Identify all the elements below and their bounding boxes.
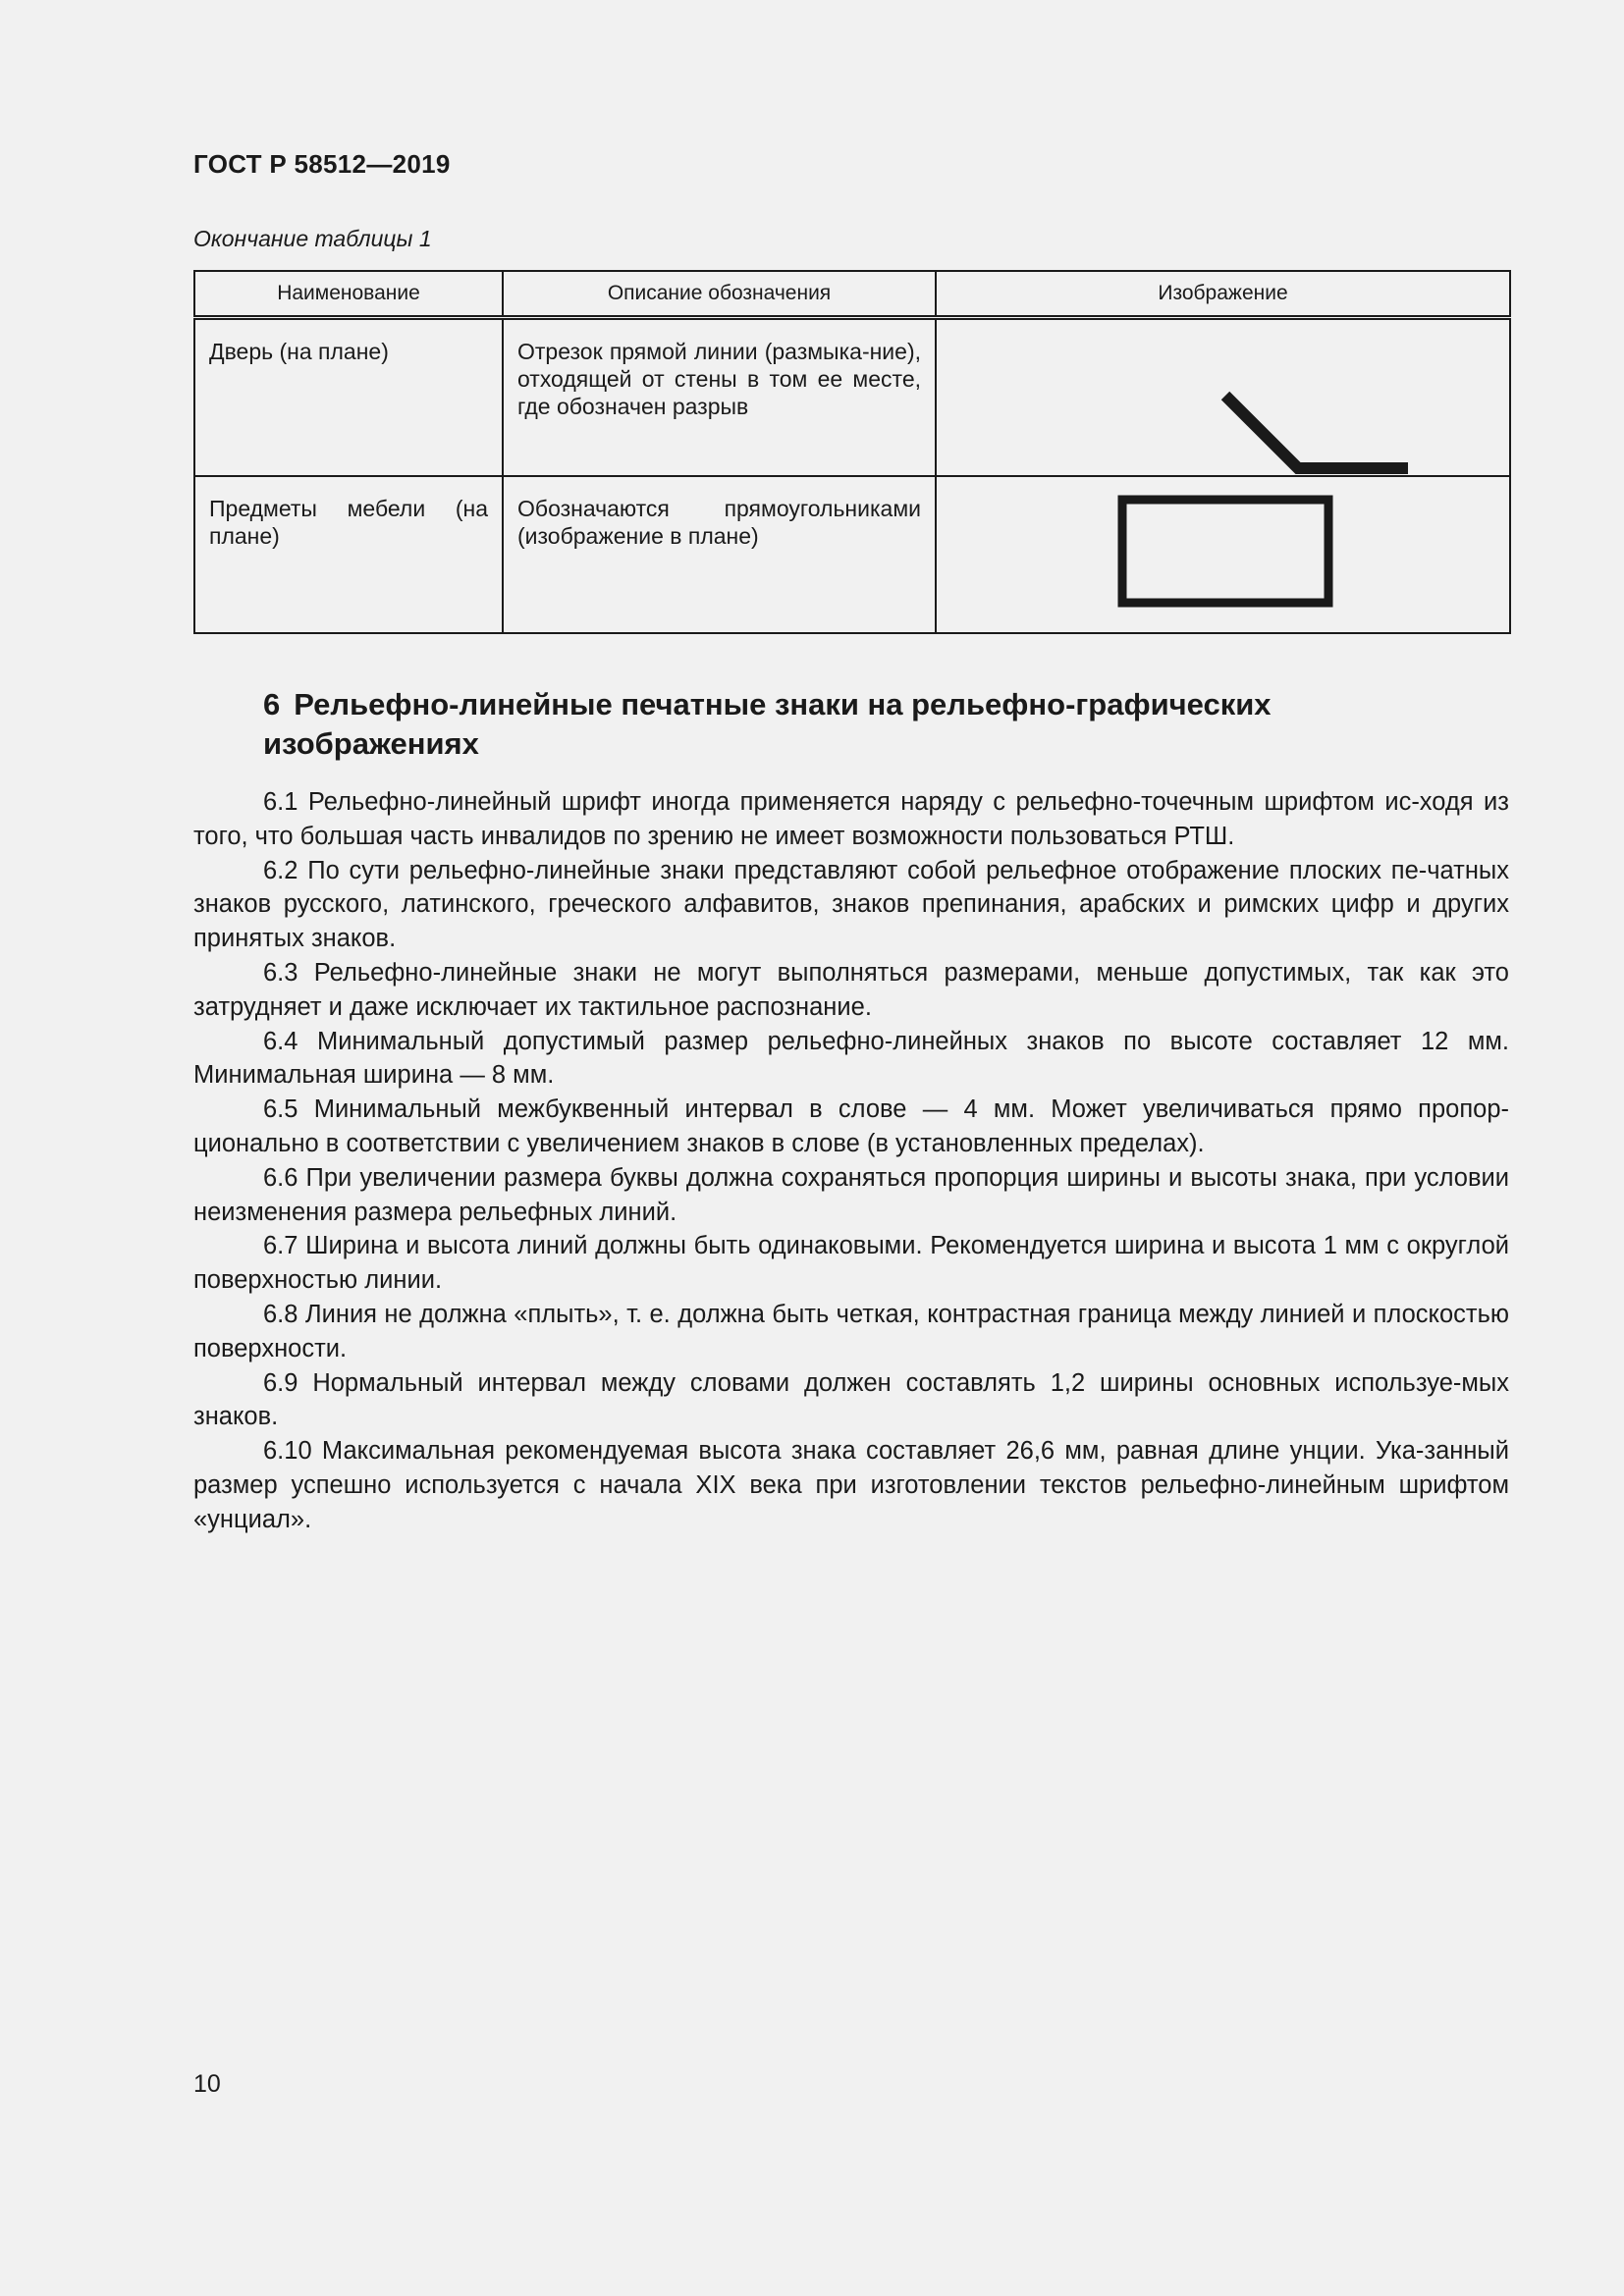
- column-header-description: Описание обозначения: [503, 271, 936, 318]
- table-row: [194, 318, 1510, 477]
- row-name-cell: [194, 476, 503, 633]
- table-caption: Окончание таблицы 1: [193, 226, 432, 251]
- document-code: ГОСТ Р 58512—2019: [193, 149, 451, 179]
- paragraph: 6.10 Максимальная рекомендуемая высота знака составляет 26,6 мм, равная длине унции. Ука-занный размер успешно используется с начала XIX века при изготовлении текстов рельефно-линейным шрифтом «унциал».: [193, 1437, 1509, 1533]
- furniture-rectangle-icon: [937, 477, 1511, 632]
- section-number: 6: [263, 687, 281, 721]
- row-name: Дверь (на плане): [209, 339, 389, 364]
- row-image-cell: [936, 476, 1510, 633]
- symbols-table: [193, 270, 1511, 634]
- paragraph: 6.6 При увеличении размера буквы должна сохраняться пропорция ширины и высоты знака, при условии неизменения размера рельефных линий.: [193, 1163, 1509, 1226]
- paragraph: 6.2 По сути рельефно-линейные знаки представляют собой рельефное отображение плоских пе-чатных знаков русского, латинского, греческого алфавитов, знаков препинания, арабских и римских цифр и других принятых знаков.: [193, 856, 1509, 953]
- column-header-image: Изображение: [936, 271, 1510, 318]
- paragraph: 6.7 Ширина и высота линий должны быть одинаковыми. Рекомендуется ширина и высота 1 мм с округлой поверхностью линии.: [193, 1232, 1509, 1295]
- row-description-cell: [503, 476, 936, 633]
- paragraph: 6.8 Линия не должна «плыть», т. е. должна быть четкая, контрастная граница между линией и плоскостью поверхности.: [193, 1300, 1509, 1362]
- table-header-row: [194, 271, 1510, 318]
- paragraph: 6.5 Минимальный межбуквенный интервал в слове — 4 мм. Может увеличиваться прямо пропор-ционально в соответствии с увеличением знаков в слове (в установленных пределах).: [193, 1095, 1509, 1157]
- row-description: Отрезок прямой линии (размыка-ние), отходящей от стены в том ее месте, где обозначен разрыв: [517, 339, 921, 419]
- paragraph: 6.3 Рельефно-линейные знаки не могут выполняться размерами, меньше допустимых, так как это затрудняет и даже исключает их тактильное распознание.: [193, 958, 1509, 1021]
- row-description-cell: [503, 318, 936, 477]
- paragraph: 6.9 Нормальный интервал между словами должен составлять 1,2 ширины основных используе-мых знаков.: [193, 1368, 1509, 1431]
- row-name: Предметы мебели (на плане): [209, 496, 488, 549]
- paragraph: 6.4 Минимальный допустимый размер рельефно-линейных знаков по высоте составляет 12 мм. Минимальная ширина — 8 мм.: [193, 1027, 1509, 1090]
- section-heading: [263, 685, 1402, 764]
- table-row: [194, 476, 1510, 633]
- section-body: [193, 785, 1509, 1537]
- column-header-name: Наименование: [194, 271, 503, 318]
- door-symbol-icon: [937, 320, 1511, 475]
- paragraph: 6.1 Рельефно-линейный шрифт иногда применяется наряду с рельефно-точечным шрифтом ис-ходя из того, что большая часть инвалидов по зрению не имеет возможности пользоваться РТШ.: [193, 788, 1509, 850]
- row-image-cell: [936, 318, 1510, 477]
- row-description: Обозначаются прямоугольниками (изображение в плане): [517, 496, 921, 549]
- section-title: Рельефно-линейные печатные знаки на рельефно-графических изображениях: [263, 687, 1272, 761]
- page-number: 10: [193, 2070, 221, 2098]
- row-name-cell: [194, 318, 503, 477]
